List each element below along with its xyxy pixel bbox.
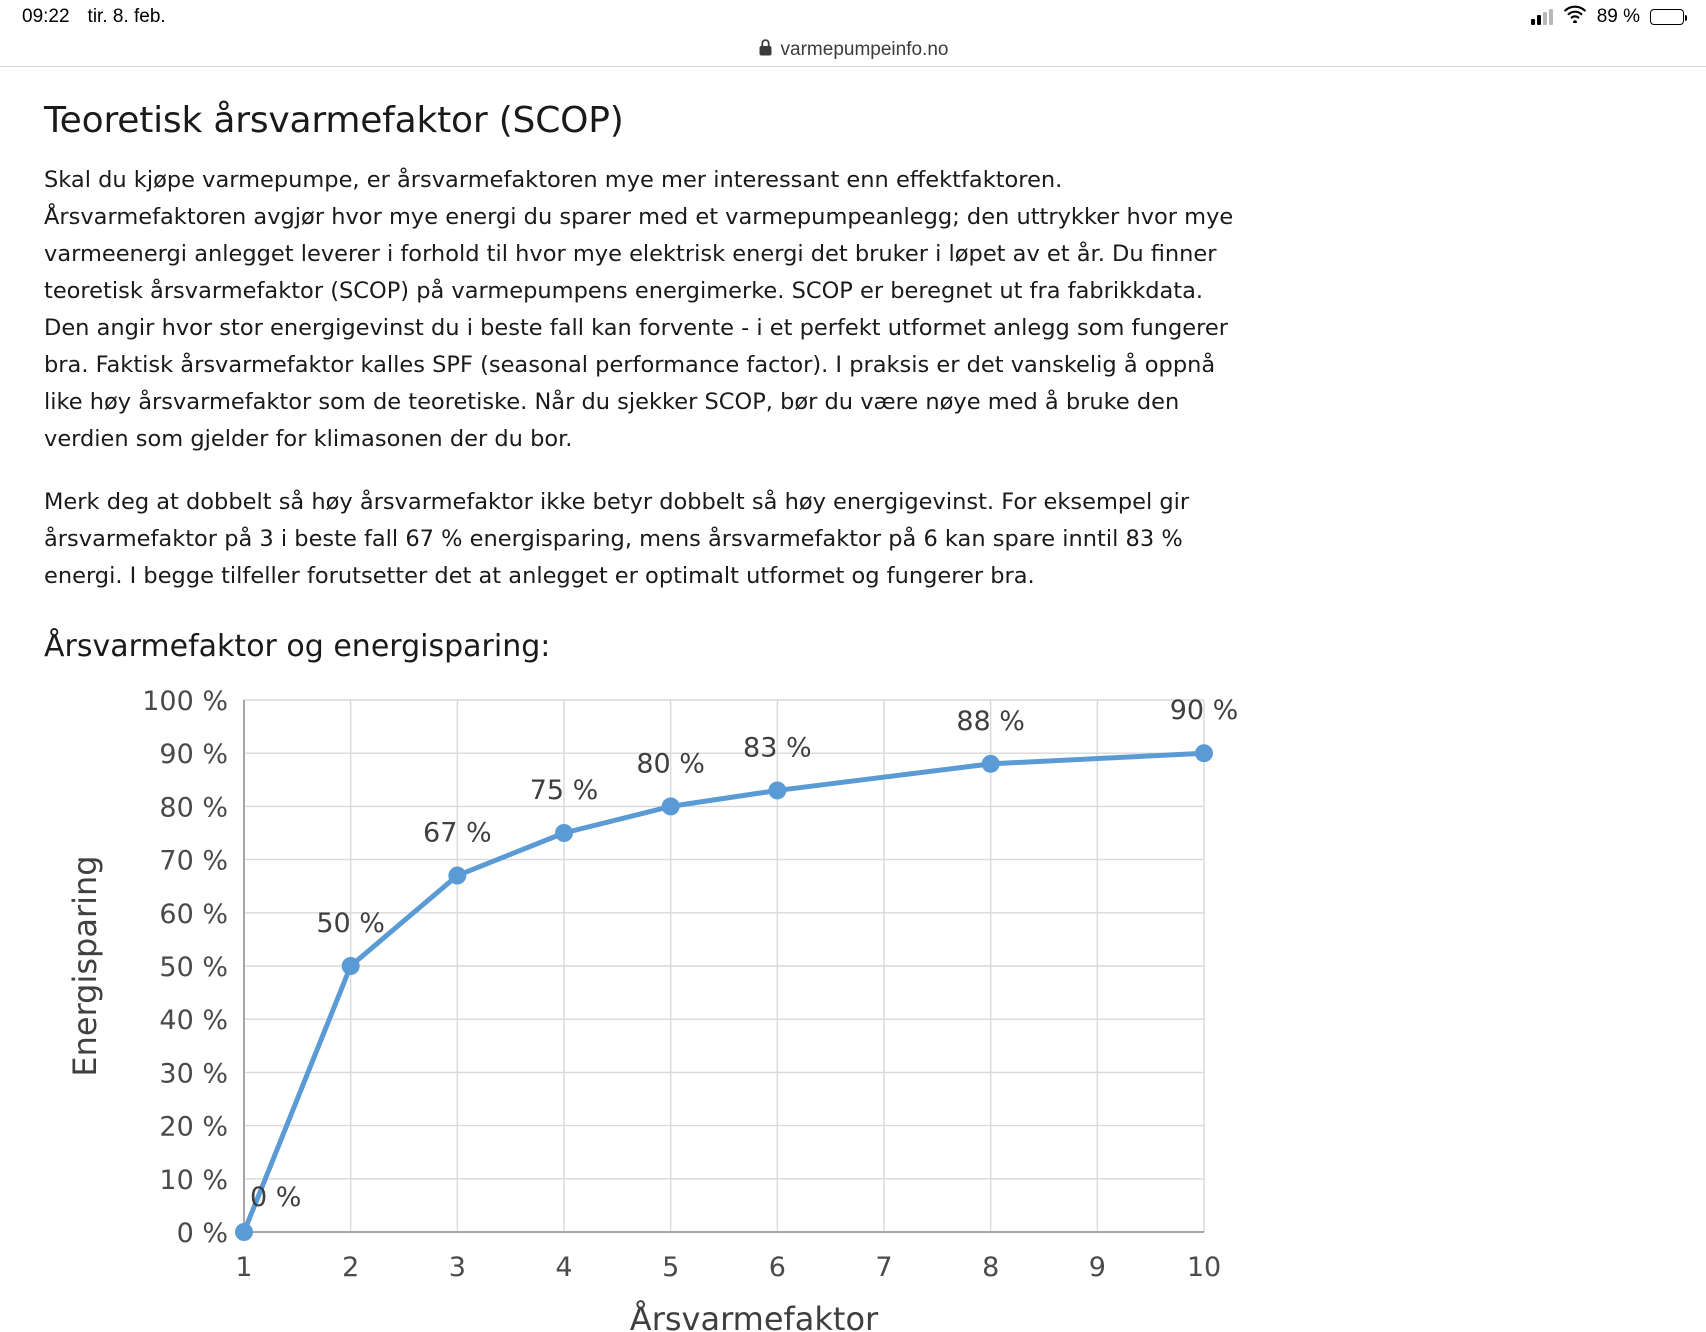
chart-data-point bbox=[662, 798, 680, 816]
status-time: 09:22 bbox=[22, 6, 70, 27]
chart-data-point bbox=[768, 782, 786, 800]
chart-y-tick-label: 20 % bbox=[159, 1111, 228, 1143]
status-bar bbox=[0, 0, 1706, 34]
chart-x-tick-label: 3 bbox=[448, 1252, 466, 1284]
battery-percent-label: 89 % bbox=[1596, 6, 1640, 27]
chart-x-tick-label: 9 bbox=[1088, 1252, 1106, 1284]
chart-y-tick-label: 80 % bbox=[159, 792, 228, 824]
chart-data-label: 80 % bbox=[636, 748, 705, 780]
chart-data-label: 90 % bbox=[1169, 695, 1239, 727]
chart-data-label: 0 % bbox=[250, 1182, 302, 1214]
chart-heading: Årsvarmefaktor og energisparing: bbox=[44, 629, 551, 665]
paragraph-1: Skal du kjøpe varmepumpe, er årsvarmefaktoren mye mer interessant enn effektfaktoren. Årsvarmefaktoren avgjør hvor mye energi du sparer med et varmepumpeanlegg; den uttrykker hvor mye varmeenergi anlegget leverer i forhold til hvor mye elektrisk energi det bruker i løpet av et år. Du finner teoretisk årsvarmefaktor (SCOP) på varmepumpens energimerke. SCOP er beregnet ut fra fabrikkdata. Den angir hvor stor energigevinst du i beste fall kan forvente - i et perfekt utformet anlegg som fungerer bra. Faktisk årsvarmefaktor kalles SPF (seasonal performance factor). I praksis er det vanskelig å oppnå like høy årsvarmefaktor som de teoretiske. Når du sjekker SCOP, bør du være nøye med å bruke den verdien som gjelder for klimasonen der du bor. bbox=[44, 167, 1234, 453]
status-bar-right bbox=[1531, 5, 1684, 29]
energy-saving-chart bbox=[44, 672, 1344, 1332]
chart-series-line bbox=[244, 753, 1204, 1232]
chart-x-tick-label: 10 bbox=[1186, 1252, 1222, 1284]
chart-data-point bbox=[448, 867, 466, 885]
battery-icon bbox=[1650, 9, 1684, 25]
chart-y-tick-label: 50 % bbox=[159, 952, 228, 984]
chart-y-tick-label: 90 % bbox=[159, 739, 228, 771]
chart-data-label: 75 % bbox=[529, 775, 599, 807]
cellular-signal-icon bbox=[1531, 10, 1553, 25]
chart-data-point bbox=[1195, 744, 1213, 762]
chart-y-tick-label: 0 % bbox=[176, 1218, 228, 1250]
chart-data-label: 88 % bbox=[956, 706, 1025, 738]
address-bar-url: varmepumpeinfo.no bbox=[780, 39, 949, 60]
status-bar-left bbox=[22, 6, 166, 28]
browser-address-bar[interactable] bbox=[0, 34, 1706, 67]
chart-y-tick-label: 70 % bbox=[159, 845, 228, 877]
chart-y-axis-title: Energisparing bbox=[66, 855, 104, 1077]
chart-data-label: 83 % bbox=[743, 732, 812, 764]
chart-data-label: 50 % bbox=[316, 908, 385, 940]
chart-y-tick-label: 30 % bbox=[159, 1058, 228, 1090]
chart-x-tick-label: 1 bbox=[235, 1252, 253, 1284]
wifi-icon bbox=[1563, 5, 1587, 29]
chart-x-tick-label: 6 bbox=[768, 1252, 786, 1284]
article-content bbox=[0, 67, 1706, 1332]
lock-icon bbox=[758, 38, 773, 63]
chart-y-tick-label: 60 % bbox=[159, 898, 228, 930]
chart-svg bbox=[44, 672, 1344, 1332]
paragraph-2: Merk deg at dobbelt så høy årsvarmefaktor ikke betyr dobbelt så høy energigevinst. For eksempel gir årsvarmefaktor på 3 i beste fall 67 % energisparing, mens årsvarmefaktor på 6 kan spare inntil 83 % energi. I begge tilfeller forutsetter det at anlegget er optimalt utformet og fungerer bra. bbox=[44, 489, 1190, 590]
page-title: Teoretisk årsvarmefaktor (SCOP) bbox=[44, 100, 624, 141]
chart-x-tick-label: 4 bbox=[555, 1252, 573, 1284]
status-date: tir. 8. feb. bbox=[87, 6, 166, 27]
chart-x-tick-label: 8 bbox=[982, 1252, 1000, 1284]
chart-x-axis-title: Årsvarmefaktor bbox=[629, 1300, 879, 1332]
chart-y-tick-label: 40 % bbox=[159, 1005, 228, 1037]
chart-y-tick-label: 100 % bbox=[142, 686, 228, 718]
chart-data-point bbox=[235, 1223, 253, 1241]
chart-data-point bbox=[342, 957, 360, 975]
chart-data-point bbox=[982, 755, 1000, 773]
chart-x-tick-label: 5 bbox=[662, 1252, 680, 1284]
chart-x-tick-label: 7 bbox=[875, 1252, 893, 1284]
chart-data-point bbox=[555, 824, 573, 842]
chart-data-label: 67 % bbox=[423, 817, 492, 849]
chart-y-tick-label: 10 % bbox=[159, 1164, 228, 1196]
chart-x-tick-label: 2 bbox=[342, 1252, 360, 1284]
